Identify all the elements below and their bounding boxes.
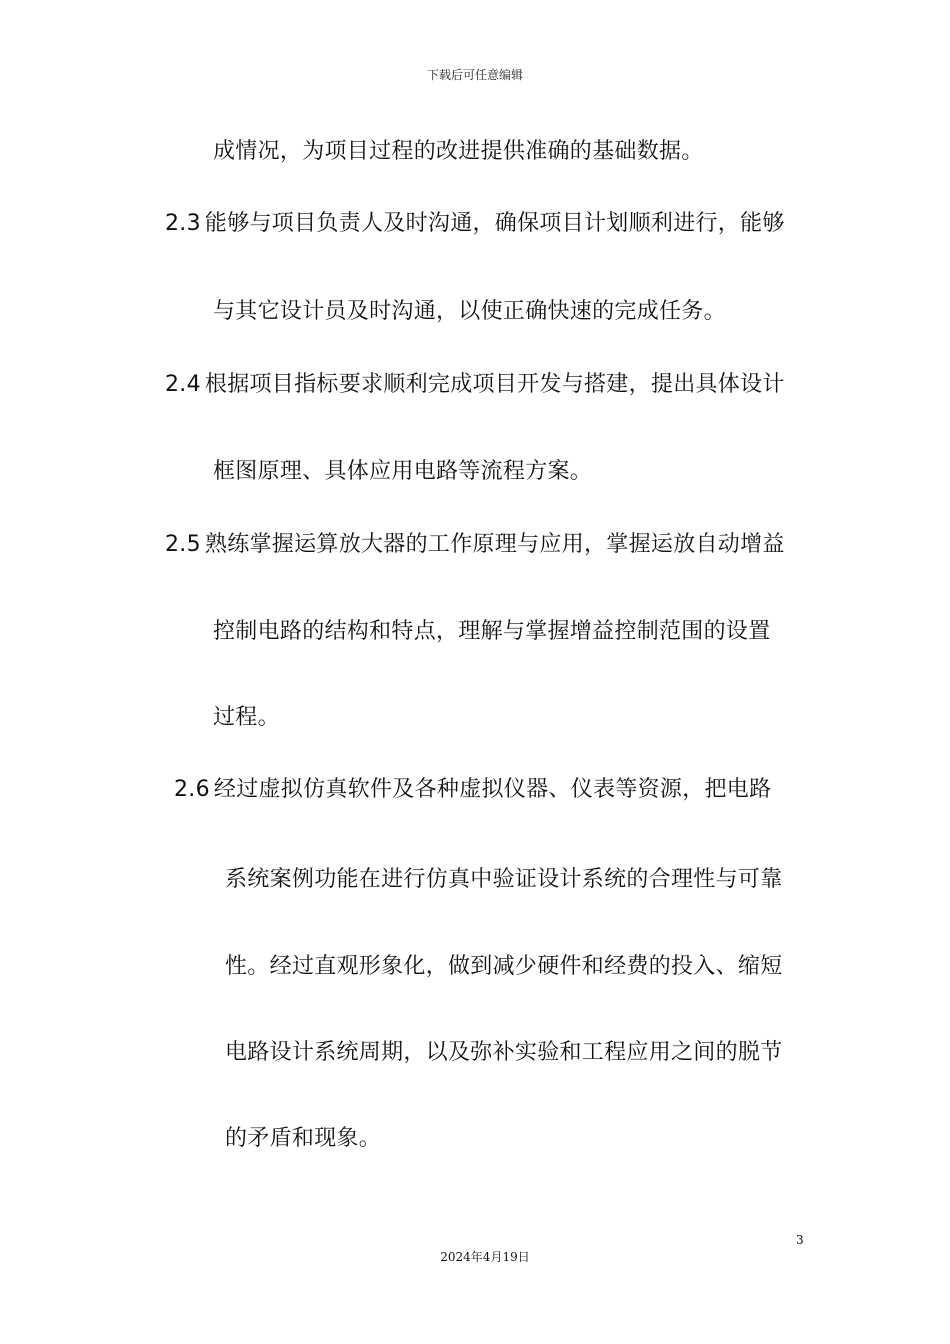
paragraph-line: 性。经过直观形象化，做到减少硬件和经费的投入、缩短 — [225, 954, 783, 979]
paragraph-line: 的矛盾和现象。 — [225, 1126, 382, 1151]
item-number: 2.5 — [165, 532, 201, 557]
paragraph-line: 框图原理、具体应用电路等流程方案。 — [213, 459, 593, 484]
item-number: 2.4 — [165, 372, 201, 397]
list-item-2-5 — [165, 531, 785, 559]
list-item-2-6 — [174, 776, 771, 804]
item-number: 2.3 — [165, 211, 201, 236]
page-header: 下载后可任意编辑 — [426, 68, 523, 82]
paragraph-line: 控制电路的结构和特点，理解与掌握增益控制范围的设置 — [213, 619, 771, 644]
item-text: 根据项目指标要求顺利完成项目开发与搭建，提出具体设计 — [204, 372, 785, 397]
item-text: 能够与项目负责人及时沟通，确保项目计划顺利进行，能够 — [204, 211, 785, 236]
list-item-2-4 — [165, 371, 785, 399]
item-text: 熟练掌握运算放大器的工作原理与应用，掌握运放自动增益 — [204, 532, 785, 557]
page-footer-date: 2024年4月19日 — [440, 1250, 530, 1264]
paragraph-line: 电路设计系统周期，以及弥补实验和工程应用之间的脱节 — [225, 1040, 783, 1065]
paragraph-line: 过程。 — [213, 705, 280, 730]
list-item-2-3 — [165, 210, 785, 238]
item-number: 2.6 — [174, 777, 210, 802]
paragraph-line: 系统案例功能在进行仿真中验证设计系统的合理性与可靠 — [225, 867, 783, 892]
page-number: 3 — [796, 1233, 804, 1247]
paragraph-line: 与其它设计员及时沟通，以使正确快速的完成任务。 — [213, 299, 726, 324]
paragraph-line: 成情况，为项目过程的改进提供准确的基础数据。 — [213, 139, 704, 164]
item-text: 经过虚拟仿真软件及各种虚拟仪器、仪表等资源，把电路 — [213, 777, 772, 802]
